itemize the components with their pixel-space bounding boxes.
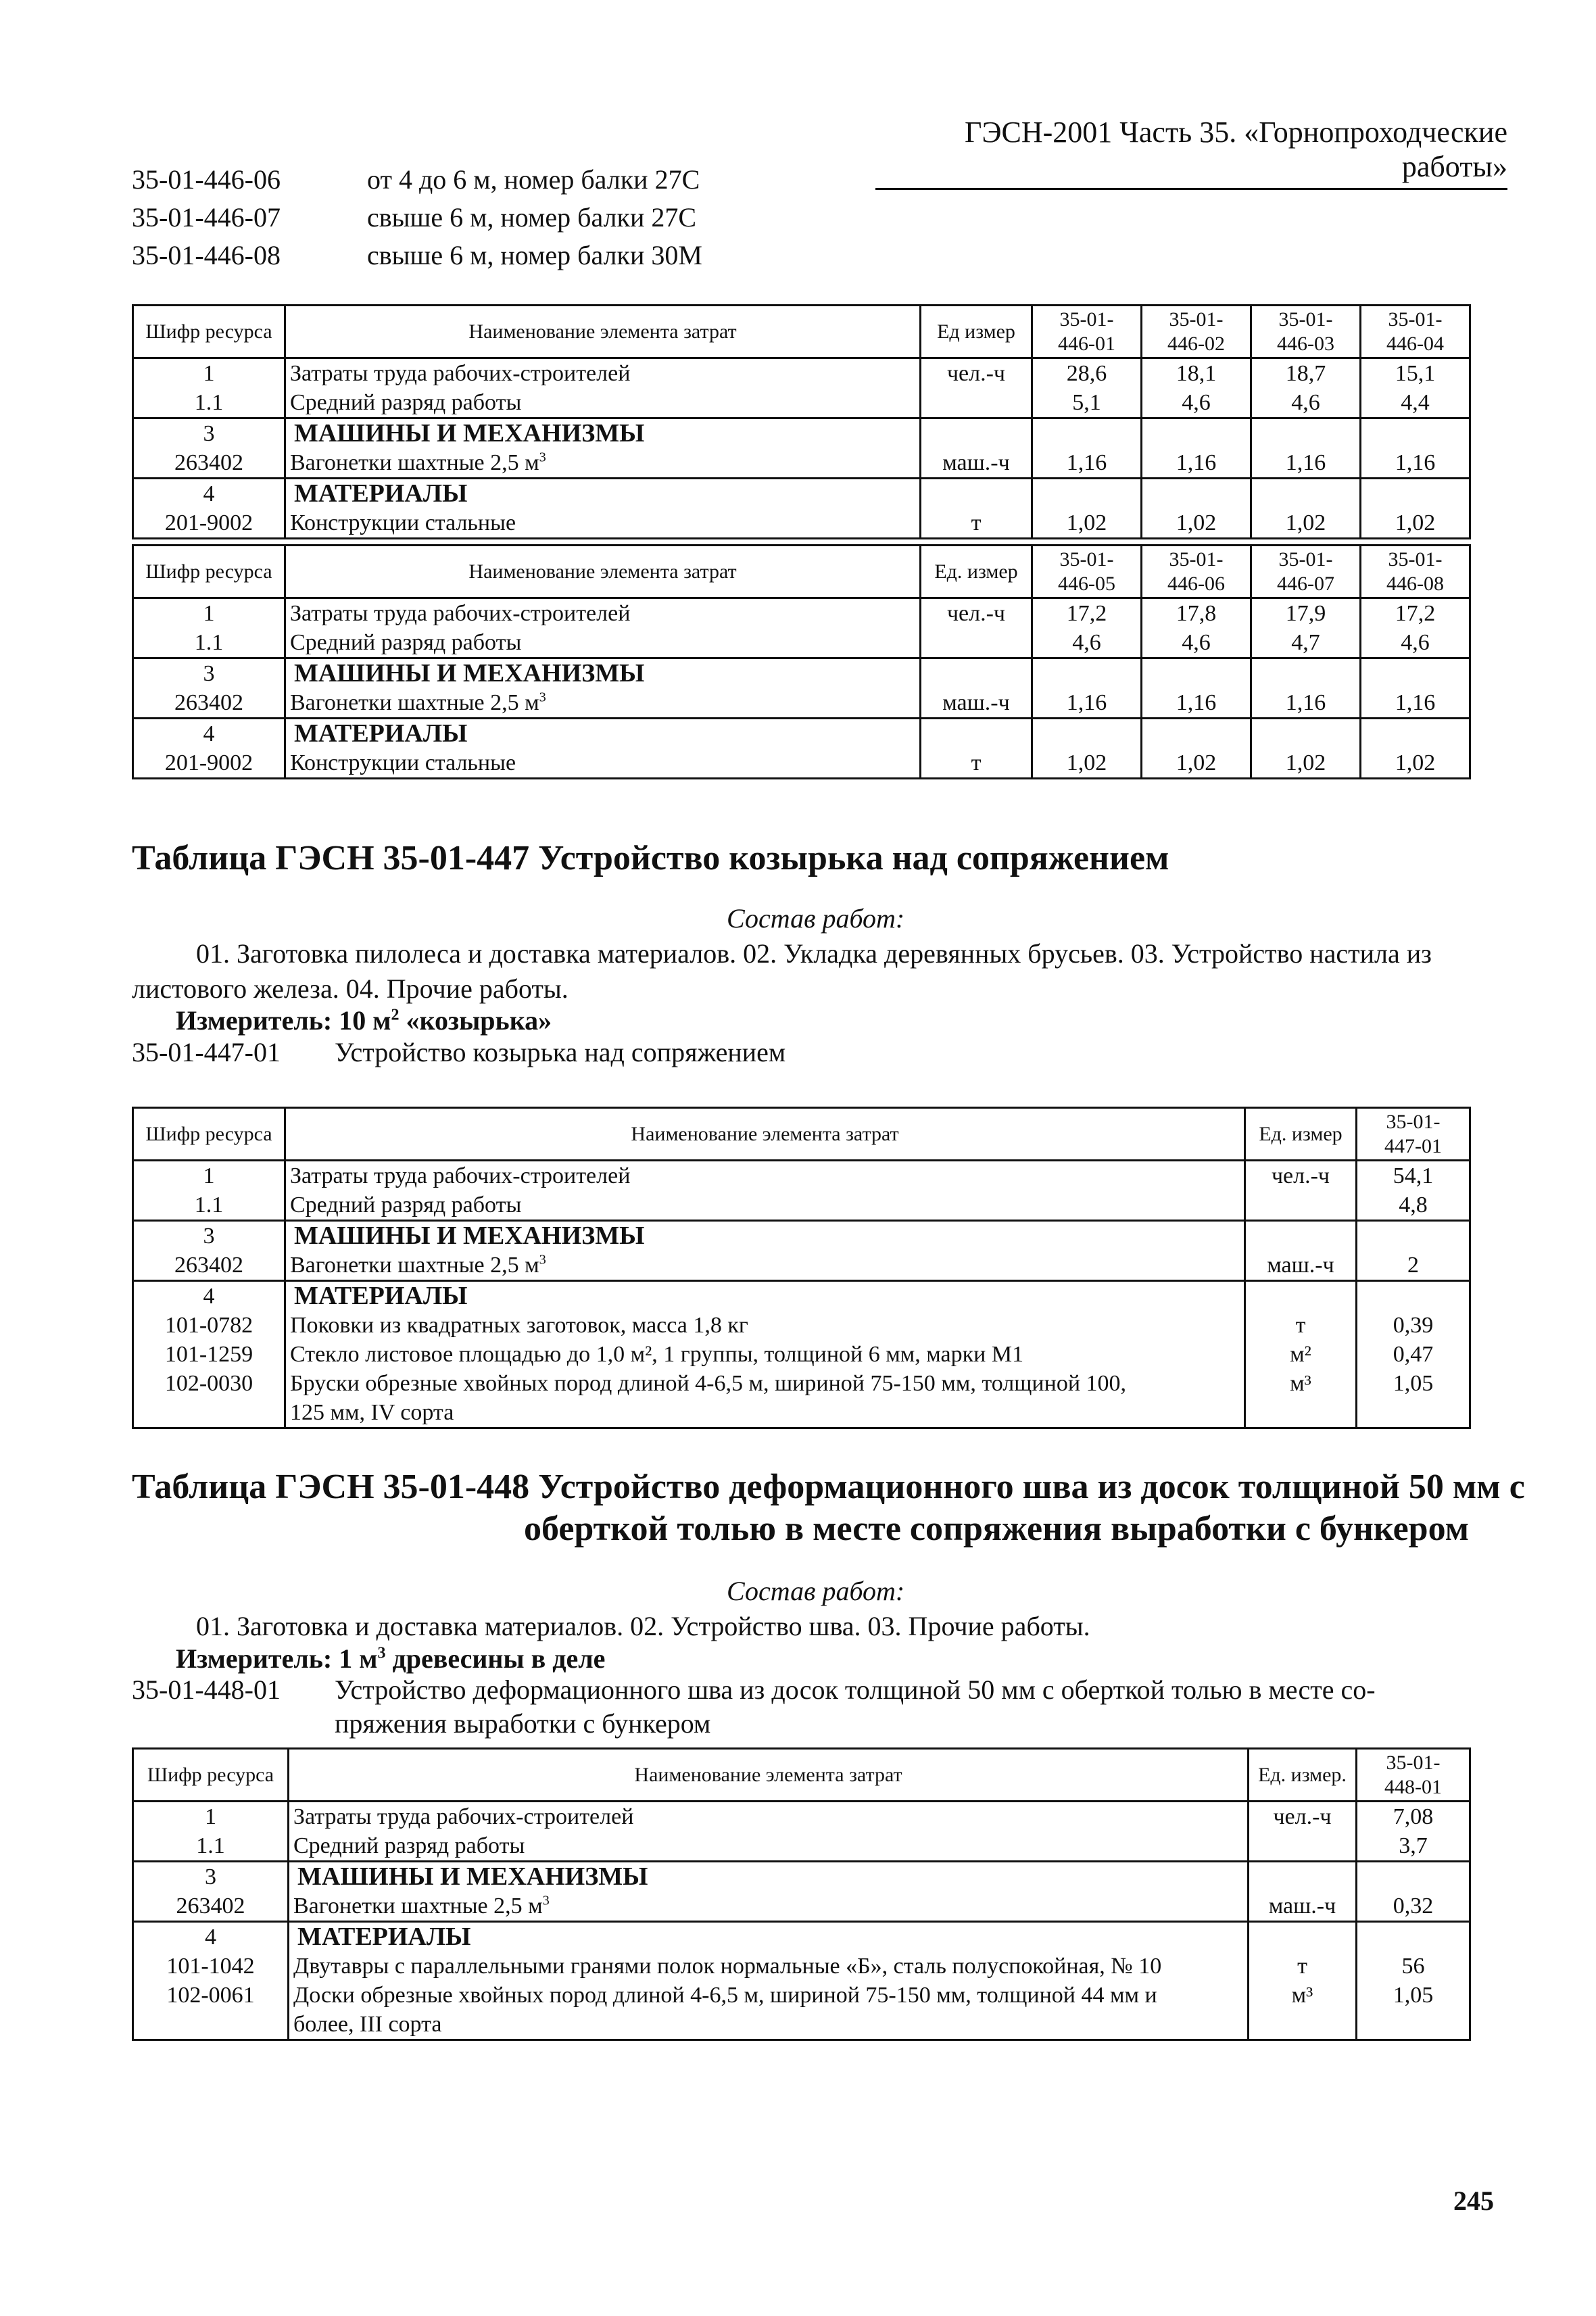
resource-code: 263402 [133,448,285,479]
table-row [133,1340,1470,1369]
norm-value: 1,16 [1142,448,1251,479]
resource-code: 263402 [133,1891,289,1922]
resource-code: 101-0782 [133,1311,285,1340]
norm-value: 1,05 [1357,1981,1470,2040]
position-text: от 4 до 6 м, номер балки 27С [367,164,700,195]
norm-value: 4,4 [1361,388,1470,418]
resource-unit: м² [1245,1340,1357,1369]
resource-name-text: Вагонетки шахтные 2,5 м [290,690,539,715]
section-title: МАШИНЫ И МЕХАНИЗМЫ [285,418,921,449]
resource-unit: м³ [1249,1981,1357,2040]
position-text-line: пряжения выработки с бункером [335,1708,711,1739]
table-row [133,1891,1470,1922]
works-line: листового железа. 04. Прочие работы. [132,973,569,1004]
resource-code: 1 [133,1802,289,1832]
works-description: 01. Заготовка и доставка материалов. 02. Устройство шва. 03. Прочие работы. [196,1611,1090,1641]
norm-value: 4,6 [1361,628,1470,658]
measurement-unit: Измеритель: 1 $м^3$ древесины в деле [176,1643,606,1674]
resource-code: 201-9002 [133,508,285,539]
table-row [133,688,1470,719]
resource-table-446-a [132,304,1471,539]
table-row [133,628,1470,658]
resource-name: Поковки из квадратных заготовок, масса 1,8 кг [285,1311,1245,1340]
measurement-unit: Измеритель: 10 $м^2$ «козырька» [176,1005,552,1036]
position-code: 35-01-446-06 [132,164,281,195]
section-title: МАТЕРИАЛЫ [285,719,921,749]
resource-unit: маш.-ч [1249,1891,1357,1922]
section-title: МАТЕРИАЛЫ [285,479,921,509]
works-line: 01. Заготовка пилолеса и доставка материалов. 02. Укладка деревянных брусьев. 03. Устройство настила из [196,938,1432,969]
norm-value: 0,47 [1357,1340,1470,1369]
resource-unit: чел.-ч [921,598,1032,629]
resource-name: Средний разряд работы [289,1831,1249,1862]
norm-value: 7,08 [1357,1802,1470,1832]
resource-code: 1.1 [133,388,285,418]
col-header-norm: 35-01- 447-01 [1357,1108,1470,1161]
col-header-unit: Ед. измер [921,546,1032,598]
resource-code: 1.1 [133,1831,289,1862]
resource-unit: маш.-ч [1245,1251,1357,1281]
norm-value: 4,6 [1251,388,1361,418]
resource-table-447 [132,1107,1471,1429]
table-row [133,1281,1470,1311]
resource-name-line: Бруски обрезные хвойных пород длиной 4-6,5 м, шириной 75-150 мм, толщиной 100, [290,1371,1127,1396]
resource-unit: т [1245,1311,1357,1340]
norm-value: 17,8 [1142,598,1251,629]
norm-value: 1,02 [1361,508,1470,539]
resource-code: 263402 [133,688,285,719]
table-row [133,1922,1470,1952]
norm-value: 1,02 [1142,508,1251,539]
norm-value: 1,02 [1251,508,1361,539]
norm-value: 3,7 [1357,1831,1470,1862]
section-title: МАШИНЫ И МЕХАНИЗМЫ [285,1221,1245,1251]
norm-value: 4,6 [1142,388,1251,418]
resource-unit: чел.-ч [1249,1802,1357,1832]
norm-value: 4,7 [1251,628,1361,658]
resource-code: 102-0030 [133,1369,285,1428]
resource-name: Затраты труда рабочих-строителей [285,598,921,629]
norm-value: 1,02 [1032,508,1142,539]
norm-value: 1,16 [1251,448,1361,479]
section-code: 4 [133,1922,289,1952]
table-row [133,448,1470,479]
col-header-norm: 35-01- 446-08 [1361,546,1470,598]
norm-value: 1,02 [1032,748,1142,779]
position-row [132,1673,1507,1741]
resource-code: 101-1042 [133,1952,289,1981]
norm-value: 1,16 [1361,448,1470,479]
position-row [132,1036,785,1069]
resource-name: Затраты труда рабочих-строителей [285,358,921,389]
measurement-text: Измеритель: 1 м [176,1643,378,1674]
section-heading-448-line2: оберткой толью в месте сопряжения выработки с бункером [524,1510,1470,1548]
resource-code: 201-9002 [133,748,285,779]
position-row [132,199,702,237]
section-title: МАШИНЫ И МЕХАНИЗМЫ [285,658,921,689]
col-header-norm: 35-01- 446-06 [1142,546,1251,598]
table-row [133,508,1470,539]
resource-unit: т [1249,1952,1357,1981]
table-row [133,1831,1470,1862]
resource-unit: маш.-ч [921,448,1032,479]
norm-value: 1,16 [1142,688,1251,719]
resource-table-448 [132,1747,1471,2041]
section-title: МАТЕРИАЛЫ [285,1281,1245,1311]
norm-value: 0,32 [1357,1891,1470,1922]
norm-value: 28,6 [1032,358,1142,389]
resource-code: 101-1259 [133,1340,285,1369]
table-row [133,1369,1470,1428]
resource-code: 1.1 [133,1190,285,1221]
table-row [133,719,1470,749]
table-row [133,658,1470,689]
norm-value: 1,05 [1357,1369,1470,1428]
resource-name: Вагонетки шахтные 2,5 $м^3$ [285,1251,1245,1281]
resource-name: Вагонетки шахтные 2,5 $м^3$ [285,448,921,479]
col-header-unit: Ед. измер. [1249,1749,1357,1802]
norm-value: 4,6 [1142,628,1251,658]
resource-name-line: более, III сорта [293,2012,442,2037]
norm-value: 1,02 [1361,748,1470,779]
norm-value: 56 [1357,1952,1470,1981]
resource-name: Вагонетки шахтные 2,5 $м^3$ [285,688,921,719]
col-header-norm: 35-01- 446-07 [1251,546,1361,598]
norm-value: 4,6 [1032,628,1142,658]
col-header-norm: 35-01- 446-01 [1032,306,1142,358]
resource-name-line: Доски обрезные хвойных пород длиной 4-6,5 м, шириной 75-150 мм, толщиной 44 мм и [293,1983,1157,2008]
resource-code: 1.1 [133,628,285,658]
resource-unit [921,388,1032,418]
col-header-code: Шифр ресурса [133,306,285,358]
section-code: 3 [133,658,285,689]
position-text [335,1673,1376,1741]
norm-value: 1,02 [1142,748,1251,779]
resource-unit: т [921,508,1032,539]
resource-table-446-b [132,544,1471,779]
resource-name: Затраты труда рабочих-строителей [289,1802,1249,1832]
resource-code: 1 [133,598,285,629]
resource-unit [1249,1831,1357,1862]
table-row [133,1981,1470,2040]
works-description [132,936,1507,1007]
position-code-list [132,161,702,274]
col-header-name: Наименование элемента затрат [289,1749,1249,1802]
table-row [133,418,1470,449]
measurement-text: древесины в деле [385,1643,606,1674]
page-header: ГЭСН-2001 Часть 35. «Горнопроходческие работы» [875,115,1507,190]
col-header-norm: 35-01- 446-02 [1142,306,1251,358]
resource-unit: маш.-ч [921,688,1032,719]
table-row [133,1251,1470,1281]
norm-value: 1,16 [1251,688,1361,719]
table-row [133,388,1470,418]
position-code: 35-01-446-08 [132,240,281,270]
col-header-code: Шифр ресурса [133,546,285,598]
norm-value: 18,7 [1251,358,1361,389]
col-header-name: Наименование элемента затрат [285,306,921,358]
col-header-unit: Ед. измер [1245,1108,1357,1161]
resource-name: Двутавры с параллельными гранями полок нормальные «Б», сталь полуспокойная, № 10 [289,1952,1249,1981]
resource-unit: м³ [1245,1369,1357,1428]
resource-name: Конструкции стальные [285,748,921,779]
col-header-unit: Ед измер [921,306,1032,358]
norm-value: 1,16 [1032,688,1142,719]
resource-code: 1 [133,1161,285,1191]
resource-name: Затраты труда рабочих-строителей [285,1161,1245,1191]
resource-name-text: Вагонетки шахтные 2,5 м [290,450,539,475]
resource-name-text: Вагонетки шахтные 2,5 м [293,1893,543,1919]
col-header-norm: 35-01- 446-03 [1251,306,1361,358]
position-text: Устройство козырька над сопряжением [335,1037,786,1067]
norm-value: 18,1 [1142,358,1251,389]
works-subtitle: Состав работ: [727,1576,905,1606]
section-code: 4 [133,1281,285,1311]
norm-value: 4,8 [1357,1190,1470,1221]
measurement-text: Измеритель: 10 м [176,1005,391,1036]
position-text: свыше 6 м, номер балки 30М [367,240,702,270]
col-header-norm: 35-01- 446-05 [1032,546,1142,598]
resource-name: Средний разряд работы [285,388,921,418]
col-header-name: Наименование элемента затрат [285,1108,1245,1161]
table-row [133,1161,1470,1191]
position-code: 35-01-448-01 [132,1674,281,1705]
position-text-line: Устройство деформационного шва из досок толщиной 50 мм с оберткой толью в месте со- [335,1674,1376,1705]
col-header-name: Наименование элемента затрат [285,546,921,598]
section-code: 4 [133,479,285,509]
resource-name: Средний разряд работы [285,628,921,658]
resource-code: 263402 [133,1251,285,1281]
page-number: 245 [1453,2186,1494,2216]
section-code: 3 [133,418,285,449]
norm-value: 1,16 [1361,688,1470,719]
resource-unit [1245,1190,1357,1221]
section-heading-447: Таблица ГЭСН 35-01-447 Устройство козырька над сопряжением [132,839,1169,877]
section-code: 3 [133,1221,285,1251]
col-header-norm: 35-01- 448-01 [1357,1749,1470,1802]
resource-name [289,1981,1249,2040]
col-header-norm: 35-01- 446-04 [1361,306,1470,358]
section-code: 3 [133,1862,289,1892]
table-row [133,598,1470,629]
resource-unit: т [921,748,1032,779]
norm-value: 17,9 [1251,598,1361,629]
table-row [133,479,1470,509]
col-header-code: Шифр ресурса [133,1749,289,1802]
resource-unit: чел.-ч [1245,1161,1357,1191]
position-text: свыше 6 м, номер балки 27С [367,202,697,233]
table-row [133,1221,1470,1251]
norm-value: 17,2 [1032,598,1142,629]
resource-name-line: 125 мм, IV сорта [290,1400,454,1425]
norm-value: 2 [1357,1251,1470,1281]
norm-value: 17,2 [1361,598,1470,629]
norm-value: 15,1 [1361,358,1470,389]
resource-name: Средний разряд работы [285,1190,1245,1221]
resource-code: 102-0061 [133,1981,289,2040]
measurement-text: «козырька» [399,1005,552,1036]
norm-value: 1,16 [1032,448,1142,479]
table-row [133,1802,1470,1832]
table-row [133,748,1470,779]
table-row [133,1952,1470,1981]
resource-name: Вагонетки шахтные 2,5 $м^3$ [289,1891,1249,1922]
resource-name [285,1369,1245,1428]
table-row [133,358,1470,389]
norm-value: 1,02 [1251,748,1361,779]
section-code: 4 [133,719,285,749]
section-heading-448: Таблица ГЭСН 35-01-448 Устройство деформационного шва из досок толщиной 50 мм с [132,1468,1525,1506]
norm-value: 0,39 [1357,1311,1470,1340]
resource-unit: чел.-ч [921,358,1032,389]
position-row [132,161,702,199]
table-row [133,1862,1470,1892]
resource-unit [921,628,1032,658]
resource-name: Стекло листовое площадью до 1,0 м², 1 группы, толщиной 6 мм, марки М1 [285,1340,1245,1369]
resource-name-text: Вагонетки шахтные 2,5 м [290,1253,539,1278]
resource-name: Конструкции стальные [285,508,921,539]
position-row [132,237,702,274]
position-code: 35-01-446-07 [132,202,281,233]
col-header-code: Шифр ресурса [133,1108,285,1161]
norm-value: 5,1 [1032,388,1142,418]
section-title: МАТЕРИАЛЫ [289,1922,1249,1952]
works-subtitle: Состав работ: [727,903,905,934]
table-row [133,1190,1470,1221]
position-code: 35-01-447-01 [132,1037,281,1067]
section-title: МАШИНЫ И МЕХАНИЗМЫ [289,1862,1249,1892]
table-row [133,1311,1470,1340]
norm-value: 54,1 [1357,1161,1470,1191]
resource-code: 1 [133,358,285,389]
